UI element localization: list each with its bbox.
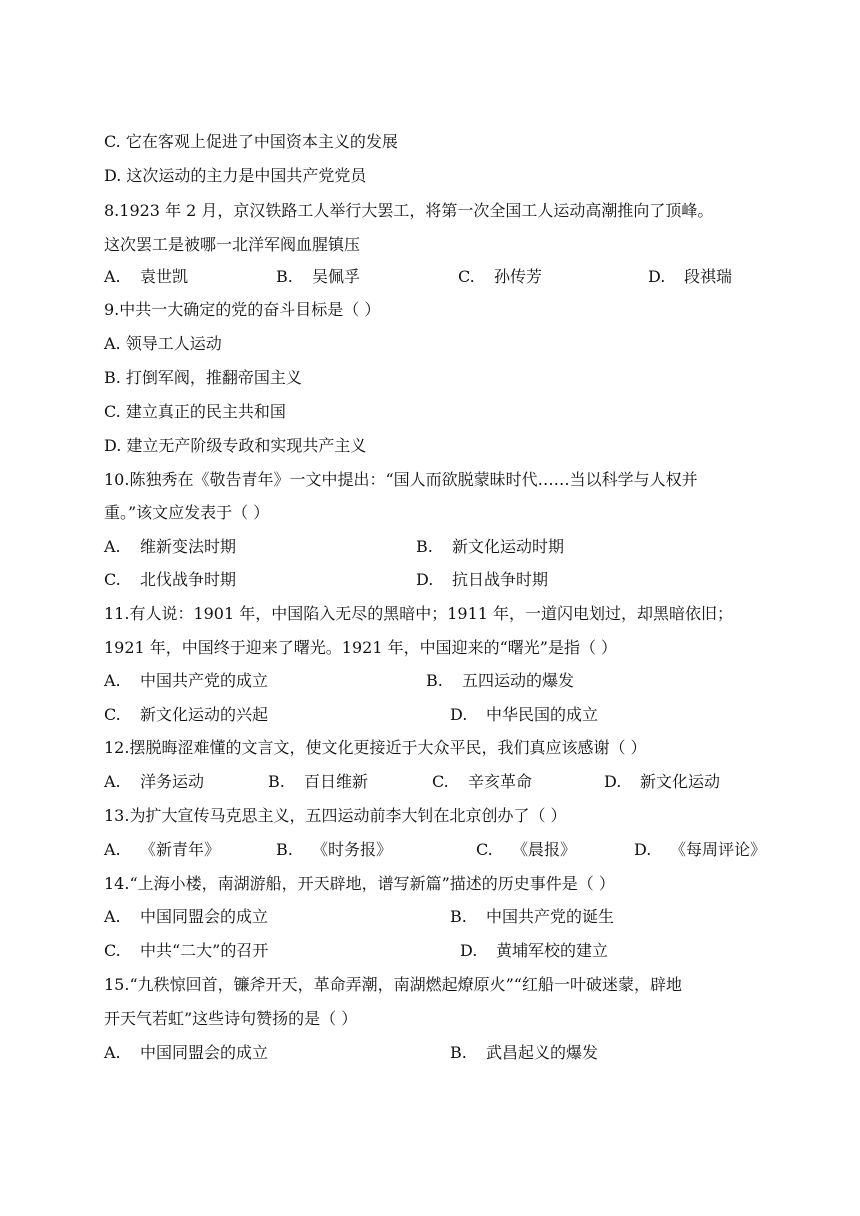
q13-option-c: C. 《晨报》 bbox=[476, 840, 577, 859]
q10-option-a: A. 维新变法时期 bbox=[104, 537, 237, 556]
q13-option-b: B. 《时务报》 bbox=[276, 840, 393, 859]
question-14-options-row2 bbox=[104, 941, 804, 961]
question-13-options bbox=[104, 840, 804, 860]
q8-option-d: D. 段祺瑞 bbox=[648, 267, 733, 286]
q10-option-c: C. 北伐战争时期 bbox=[104, 570, 237, 589]
question-10-text-cont: 重。”该文应发表于（ ） bbox=[104, 503, 270, 522]
question-10-text: 10.陈独秀在《敬告青年》一文中提出：“国人而欲脱蒙昧时代……当以科学与人权并 bbox=[104, 470, 698, 489]
q12-option-d: D. 新文化运动 bbox=[604, 772, 721, 791]
question-10-options-row2 bbox=[104, 570, 804, 590]
q7-option-c: C. 它在客观上促进了中国资本主义的发展 bbox=[104, 132, 398, 151]
q10-option-b: B. 新文化运动时期 bbox=[416, 537, 565, 556]
question-8-options bbox=[104, 267, 804, 287]
question-11-options-row1 bbox=[104, 671, 804, 691]
q13-option-d: D. 《每周评论》 bbox=[634, 840, 767, 859]
question-11-options-row2 bbox=[104, 705, 804, 725]
question-8-text-cont: 这次罢工是被哪一北洋军阀血腥镇压 bbox=[104, 235, 361, 254]
q9-option-c: C. 建立真正的民主共和国 bbox=[104, 402, 286, 421]
q14-option-d: D. 黄埔军校的建立 bbox=[460, 941, 609, 960]
question-11-text-cont: 1921 年，中国终于迎来了曙光。1921 年，中国迎来的“曙光”是指（ ） bbox=[104, 638, 618, 657]
q11-option-d: D. 中华民国的成立 bbox=[450, 705, 599, 724]
q11-option-c: C. 新文化运动的兴起 bbox=[104, 705, 269, 724]
question-8-text: 8.1923 年 2 月，京汉铁路工人举行大罢工，将第一次全国工人运动高潮推向了顶峰。 bbox=[104, 201, 714, 220]
q9-option-b: B. 打倒军阀，推翻帝国主义 bbox=[104, 368, 302, 387]
q10-option-d: D. 抗日战争时期 bbox=[416, 570, 549, 589]
q8-option-a: A. 袁世凯 bbox=[104, 267, 189, 286]
question-15-options bbox=[104, 1043, 804, 1063]
question-11-text: 11.有人说：1901 年，中国陷入无尽的黑暗中；1911 年，一道闪电划过，却黑暗依旧； bbox=[104, 604, 734, 623]
q11-option-b: B. 五四运动的爆发 bbox=[426, 671, 575, 690]
question-13-text: 13.为扩大宣传马克思主义，五四运动前李大钊在北京创办了（ ） bbox=[104, 806, 567, 825]
q11-option-a: A. 中国共产党的成立 bbox=[104, 671, 269, 690]
q12-option-b: B. 百日维新 bbox=[268, 772, 369, 791]
question-15-text-cont: 开天气若虹”这些诗句赞扬的是（ ） bbox=[104, 1009, 358, 1028]
question-9-text: 9.中共一大确定的党的奋斗目标是（ ） bbox=[104, 300, 381, 319]
question-10-options-row1 bbox=[104, 537, 804, 557]
q8-option-c: C. 孙传芳 bbox=[458, 267, 543, 286]
q15-option-a: A. 中国同盟会的成立 bbox=[104, 1043, 269, 1062]
question-14-options-row1 bbox=[104, 907, 804, 927]
q12-option-a: A. 洋务运动 bbox=[104, 772, 205, 791]
q15-option-b: B. 武昌起义的爆发 bbox=[450, 1043, 599, 1062]
q14-option-b: B. 中国共产党的诞生 bbox=[450, 907, 615, 926]
question-12-text: 12.摆脱晦涩难懂的文言文，使文化更接近于大众平民，我们真应该感谢（ ） bbox=[104, 738, 647, 757]
q14-option-c: C. 中共“二大”的召开 bbox=[104, 941, 269, 960]
q9-option-d: D. 建立无产阶级专政和实现共产主义 bbox=[104, 436, 367, 455]
q9-option-a: A. 领导工人运动 bbox=[104, 334, 222, 353]
question-14-text: 14.“上海小楼，南湖游船，开天辟地，谱写新篇”描述的历史事件是（ ） bbox=[104, 874, 615, 893]
question-12-options bbox=[104, 772, 804, 792]
q13-option-a: A. 《新青年》 bbox=[104, 840, 221, 859]
q8-option-b: B. 吴佩孚 bbox=[276, 267, 361, 286]
q12-option-c: C. 辛亥革命 bbox=[432, 772, 533, 791]
q14-option-a: A. 中国同盟会的成立 bbox=[104, 907, 269, 926]
q7-option-d: D. 这次运动的主力是中国共产党党员 bbox=[104, 166, 367, 185]
question-15-text: 15.“九秩惊回首，镰斧开天，革命弄潮，南湖燃起燎原火”“红船一叶破迷蒙，辟地 bbox=[104, 975, 682, 994]
